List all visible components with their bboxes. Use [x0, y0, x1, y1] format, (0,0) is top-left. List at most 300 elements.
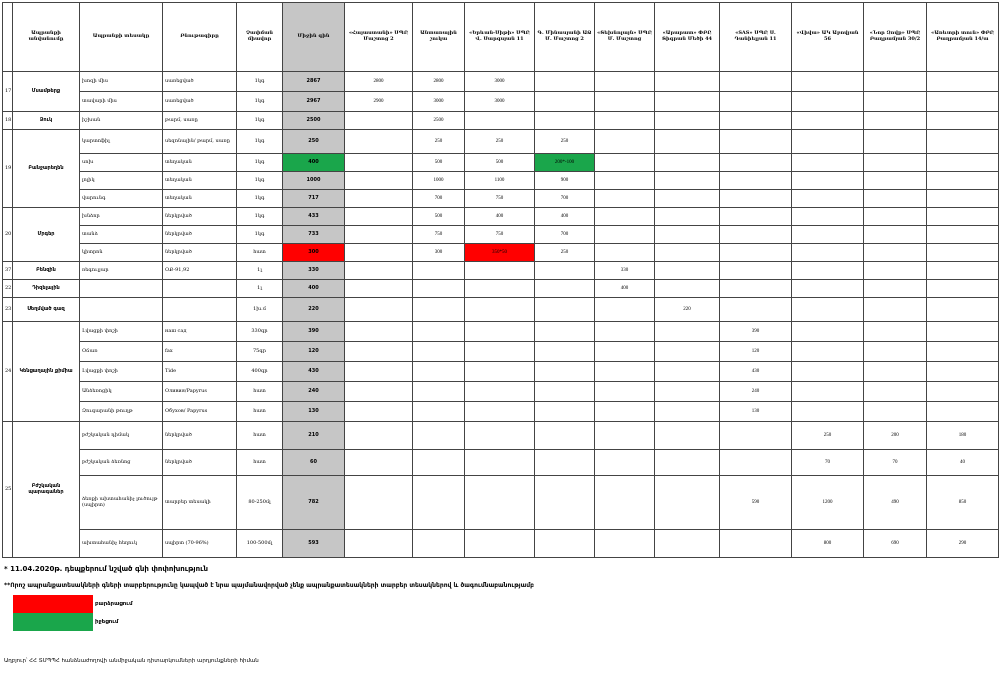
average-price: 2967 [283, 92, 345, 112]
store-price [927, 154, 999, 172]
store-price [927, 190, 999, 208]
store-price: 850 [927, 476, 999, 530]
store-price: 250 [465, 130, 535, 154]
product-spec: Tide [163, 362, 237, 382]
product-spec: Обухов/ Papyrus [163, 402, 237, 422]
store-price [720, 190, 792, 208]
product-spec [163, 298, 237, 322]
product-spec: ներկրված [163, 422, 237, 450]
average-price: 430 [283, 362, 345, 382]
store-price: 590 [720, 476, 792, 530]
store-price: 1100 [465, 172, 535, 190]
store-price [535, 530, 595, 558]
row-number: 22 [3, 280, 13, 298]
legend-label-decrease: իջեցում [95, 619, 119, 625]
store-price [720, 112, 792, 130]
store-price: 900 [535, 172, 595, 190]
product-spec: ներկրված [163, 450, 237, 476]
store-price [535, 476, 595, 530]
footnote-date: * 11.04.2020թ. դեպքերում նշված գնի փոփոխություն [4, 565, 208, 573]
store-price [720, 422, 792, 450]
store-price [465, 280, 535, 298]
average-price: 400 [283, 280, 345, 298]
store-price [655, 112, 720, 130]
store-price: 390 [720, 322, 792, 342]
store-price [864, 382, 927, 402]
unit-of-measure: հատ [237, 402, 283, 422]
store-price: 700 [413, 190, 465, 208]
store-price [535, 362, 595, 382]
product-spec: ՕՔ-91,92 [163, 262, 237, 280]
product-spec: Оливия/Papyrus [163, 382, 237, 402]
store-price [595, 298, 655, 322]
store-price [345, 382, 413, 402]
product-type: ռեգուլյար [80, 262, 163, 280]
store-price: 700 [535, 190, 595, 208]
store-price [535, 322, 595, 342]
store-price [595, 476, 655, 530]
store-price [655, 208, 720, 226]
unit-of-measure: 1կգ [237, 130, 283, 154]
table-row [3, 92, 999, 112]
unit-of-measure: 1կգ [237, 154, 283, 172]
average-price: 300 [283, 244, 345, 262]
store-price [655, 92, 720, 112]
product-type: լոլիկ [80, 172, 163, 190]
product-spec: տեղական [163, 172, 237, 190]
store-price [864, 172, 927, 190]
column-header: «Արարատ» ՓԲԸ Տիգրան Մեծի 44 [655, 3, 720, 72]
average-price: 733 [283, 226, 345, 244]
table-row [3, 476, 999, 530]
store-price: 200*-100 [535, 154, 595, 172]
store-price [720, 172, 792, 190]
store-price [535, 342, 595, 362]
store-price [535, 298, 595, 322]
footnote-price-difference: **Որոշ ապրանքատեսակների գների տարբերությունը կապված է նրա պայմանավորված չենք ապրանքատեսակների տարբեր տեսակներով և ծագումնաբանությամբ [4, 582, 534, 589]
store-price [792, 402, 864, 422]
average-price: 400 [283, 154, 345, 172]
store-price [345, 362, 413, 382]
product-type: Լվացքի փոշի [80, 322, 163, 342]
store-price [413, 262, 465, 280]
average-price: 330 [283, 262, 345, 280]
store-price [413, 476, 465, 530]
row-number: 19 [3, 130, 13, 208]
store-price [345, 172, 413, 190]
store-price [595, 402, 655, 422]
table-row [3, 208, 999, 226]
source-note: Աղբյուր՝ ՀՀ ՏՄՊՊՀ հանձնաժողովի անմիջական դիտարկումների արդյունքների հիման [4, 658, 259, 664]
store-price [655, 262, 720, 280]
store-price [720, 226, 792, 244]
product-type: բժշկական դիմակ [80, 422, 163, 450]
store-price: 200 [864, 422, 927, 450]
store-price [792, 172, 864, 190]
store-price [655, 362, 720, 382]
store-price [655, 530, 720, 558]
table-row [3, 298, 999, 322]
table-row [3, 262, 999, 280]
average-price: 120 [283, 342, 345, 362]
product-type: իշխան [80, 112, 163, 130]
column-header: «SAS» ՍՊԸ Ս. Դանիելյան 11 [720, 3, 792, 72]
store-price [465, 112, 535, 130]
product-type: վարունգ [80, 190, 163, 208]
store-price [864, 130, 927, 154]
product-spec: սեզոնային/ թարմ, սառը [163, 130, 237, 154]
store-price: 500 [465, 154, 535, 172]
store-price [792, 322, 864, 342]
store-price [345, 208, 413, 226]
product-type: տավարի միս [80, 92, 163, 112]
store-price [792, 382, 864, 402]
store-price [655, 226, 720, 244]
store-price: 2900 [345, 92, 413, 112]
store-price [655, 382, 720, 402]
store-price: 500 [413, 208, 465, 226]
column-header: Ապրանքի տեսակը [80, 3, 163, 72]
store-price [864, 226, 927, 244]
store-price [792, 92, 864, 112]
average-price: 60 [283, 450, 345, 476]
store-price [345, 226, 413, 244]
store-price: 330 [595, 262, 655, 280]
store-price [655, 280, 720, 298]
product-type: Օճառ [80, 342, 163, 362]
store-price [864, 322, 927, 342]
unit-of-measure: հատ [237, 422, 283, 450]
store-price: 180 [927, 422, 999, 450]
store-price [864, 112, 927, 130]
store-price [792, 72, 864, 92]
table-row [3, 112, 999, 130]
table-row [3, 450, 999, 476]
store-price [720, 92, 792, 112]
store-price [792, 226, 864, 244]
product-type: բժշկական ձեռնոց [80, 450, 163, 476]
store-price [720, 130, 792, 154]
average-price: 593 [283, 530, 345, 558]
store-price: 130 [720, 402, 792, 422]
unit-of-measure: 1կգ [237, 92, 283, 112]
store-price: 2800 [413, 72, 465, 92]
store-price [720, 154, 792, 172]
store-price: 70 [864, 450, 927, 476]
average-price: 782 [283, 476, 345, 530]
store-price [864, 262, 927, 280]
store-price [345, 422, 413, 450]
table-row [3, 72, 999, 92]
store-price [345, 112, 413, 130]
table-row [3, 362, 999, 382]
product-spec: տեղական [163, 190, 237, 208]
unit-of-measure: 80-250մլ [237, 476, 283, 530]
unit-of-measure: հատ [237, 244, 283, 262]
store-price: 240 [720, 382, 792, 402]
store-price [413, 530, 465, 558]
store-price [595, 422, 655, 450]
store-price [595, 450, 655, 476]
store-price [927, 92, 999, 112]
product-spec: տարբեր տեսակի [163, 476, 237, 530]
unit-of-measure: 1կգ [237, 190, 283, 208]
store-price: 400 [535, 208, 595, 226]
store-price [655, 72, 720, 92]
product-spec: տեղական [163, 154, 237, 172]
store-price: 250 [413, 130, 465, 154]
product-spec: наш сад [163, 322, 237, 342]
store-price [927, 382, 999, 402]
store-price [720, 72, 792, 92]
store-price [927, 112, 999, 130]
product-spec: սառեցված [163, 92, 237, 112]
store-price: 750 [413, 226, 465, 244]
store-price: 2800 [345, 72, 413, 92]
store-price [345, 262, 413, 280]
unit-of-measure: 1լ [237, 280, 283, 298]
unit-of-measure: 1խ.մ [237, 298, 283, 322]
store-price [595, 226, 655, 244]
store-price [864, 244, 927, 262]
store-price [595, 130, 655, 154]
store-price: 400 [465, 208, 535, 226]
product-name: Բանջարեղեն [13, 130, 80, 208]
average-price: 240 [283, 382, 345, 402]
store-price [927, 298, 999, 322]
store-price [655, 154, 720, 172]
product-name: Ձուկ [13, 112, 80, 130]
header-blank [3, 3, 13, 72]
product-type: Զուգարանի թուղթ [80, 402, 163, 422]
store-price [655, 172, 720, 190]
product-name: Մրգեր [13, 208, 80, 262]
store-price [465, 342, 535, 362]
store-price [864, 208, 927, 226]
store-price: 290 [927, 530, 999, 558]
store-price [927, 130, 999, 154]
store-price: 1200 [792, 476, 864, 530]
product-spec: սպիրտ (70-96%) [163, 530, 237, 558]
store-price: 250 [535, 244, 595, 262]
column-header: Միջին գին [283, 3, 345, 72]
table-row [3, 172, 999, 190]
row-number: 18 [3, 112, 13, 130]
store-price: 220 [655, 298, 720, 322]
store-price [927, 280, 999, 298]
product-name: Բենզին [13, 262, 80, 280]
store-price [345, 154, 413, 172]
unit-of-measure: 1կգ [237, 226, 283, 244]
average-price: 2500 [283, 112, 345, 130]
table-row [3, 422, 999, 450]
product-name: Բժշկական պարագաներ [13, 422, 80, 558]
store-price [535, 382, 595, 402]
store-price: 500 [413, 154, 465, 172]
store-price [655, 342, 720, 362]
unit-of-measure: 75գր [237, 342, 283, 362]
unit-of-measure: 1կգ [237, 172, 283, 190]
store-price [864, 342, 927, 362]
store-price [465, 476, 535, 530]
store-price [927, 244, 999, 262]
store-price [345, 322, 413, 342]
store-price [465, 322, 535, 342]
store-price [413, 280, 465, 298]
store-price [345, 450, 413, 476]
product-name: Մսամթերք [13, 72, 80, 112]
table-row [3, 130, 999, 154]
store-price: 430 [720, 362, 792, 382]
store-price: 690 [864, 530, 927, 558]
store-price [720, 244, 792, 262]
unit-of-measure: 330գր [237, 322, 283, 342]
store-price [535, 450, 595, 476]
store-price: 40 [927, 450, 999, 476]
store-price: 3000 [465, 92, 535, 112]
row-number: 23 [3, 298, 13, 322]
table-row [3, 402, 999, 422]
average-price: 2867 [283, 72, 345, 92]
product-spec: ներկրված [163, 244, 237, 262]
store-price [792, 244, 864, 262]
store-price [413, 322, 465, 342]
column-header: «Նոր Զովք» ՍՊԸ Բաղրամյան 30/2 [864, 3, 927, 72]
store-price [655, 422, 720, 450]
store-price [535, 72, 595, 92]
legend-swatch-increase [13, 595, 93, 613]
unit-of-measure: 400գր [237, 362, 283, 382]
unit-of-measure: 1լ [237, 262, 283, 280]
store-price [535, 402, 595, 422]
store-price: 3000 [413, 92, 465, 112]
store-price [413, 402, 465, 422]
average-price: 1000 [283, 172, 345, 190]
store-price [792, 208, 864, 226]
column-header: Ապրանքի անվանումը [13, 3, 80, 72]
store-price [465, 382, 535, 402]
store-price [413, 422, 465, 450]
average-price: 390 [283, 322, 345, 342]
store-price [655, 450, 720, 476]
store-price [792, 112, 864, 130]
product-spec: ներկրված [163, 208, 237, 226]
store-price [595, 322, 655, 342]
store-price [927, 72, 999, 92]
store-price [465, 362, 535, 382]
store-price [465, 450, 535, 476]
store-price [927, 402, 999, 422]
store-price [720, 208, 792, 226]
product-type: ձեռքի ախտահանիչ լուծույթ (սպիրտ) [80, 476, 163, 530]
column-header: Անտառային շուկա [413, 3, 465, 72]
product-spec [163, 280, 237, 298]
store-price [595, 92, 655, 112]
store-price: 750 [465, 226, 535, 244]
average-price: 210 [283, 422, 345, 450]
store-price [927, 226, 999, 244]
store-price [927, 362, 999, 382]
store-price [864, 280, 927, 298]
store-price [792, 362, 864, 382]
store-price [792, 342, 864, 362]
product-type: խնձոր [80, 208, 163, 226]
price-table [2, 2, 999, 558]
store-price: 250 [535, 130, 595, 154]
store-price [345, 280, 413, 298]
store-price [345, 190, 413, 208]
row-number: 37 [3, 262, 13, 280]
row-number: 17 [3, 72, 13, 112]
store-price [595, 530, 655, 558]
store-price [864, 298, 927, 322]
store-price [595, 72, 655, 92]
unit-of-measure: հատ [237, 382, 283, 402]
store-price: 3000 [465, 72, 535, 92]
row-number: 24 [3, 322, 13, 422]
store-price [535, 112, 595, 130]
product-type: տանձ [80, 226, 163, 244]
legend-label-increase: բարձրացում [95, 601, 133, 607]
store-price [720, 262, 792, 280]
table-row [3, 342, 999, 362]
store-price: 2500 [413, 112, 465, 130]
store-price [465, 298, 535, 322]
product-name: Դիզելային [13, 280, 80, 298]
product-type: սոխ [80, 154, 163, 172]
unit-of-measure: 100-500մլ [237, 530, 283, 558]
product-type: կիտրոն [80, 244, 163, 262]
row-number: 20 [3, 208, 13, 262]
store-price [927, 208, 999, 226]
store-price [864, 92, 927, 112]
store-price [720, 280, 792, 298]
store-price [345, 130, 413, 154]
table-row [3, 190, 999, 208]
product-type: Անձեռոցիկ [80, 382, 163, 402]
store-price [535, 280, 595, 298]
unit-of-measure: հատ [237, 450, 283, 476]
store-price [792, 262, 864, 280]
header-row [3, 3, 999, 72]
store-price [655, 130, 720, 154]
store-price [864, 402, 927, 422]
store-price [595, 208, 655, 226]
average-price: 433 [283, 208, 345, 226]
store-price [655, 476, 720, 530]
store-price: 750 [465, 190, 535, 208]
store-price [655, 244, 720, 262]
store-price [413, 382, 465, 402]
column-header: «Առևտրի տուն» ՓԲԸ Բաղրամյան 14/ա [927, 3, 999, 72]
store-price [792, 154, 864, 172]
store-price [595, 362, 655, 382]
store-price [345, 402, 413, 422]
store-price: 350*50 [465, 244, 535, 262]
store-price: 800 [792, 530, 864, 558]
store-price: 250 [792, 422, 864, 450]
store-price [345, 530, 413, 558]
store-price [864, 362, 927, 382]
store-price: 700 [535, 226, 595, 244]
store-price [345, 342, 413, 362]
product-type: Լվացքի փոշի [80, 362, 163, 382]
average-price: 130 [283, 402, 345, 422]
store-price [927, 262, 999, 280]
column-header: «Տեխնոլայն» ՍՊԸ Մ. Մաշտոց [595, 3, 655, 72]
store-price [792, 298, 864, 322]
store-price [792, 280, 864, 298]
